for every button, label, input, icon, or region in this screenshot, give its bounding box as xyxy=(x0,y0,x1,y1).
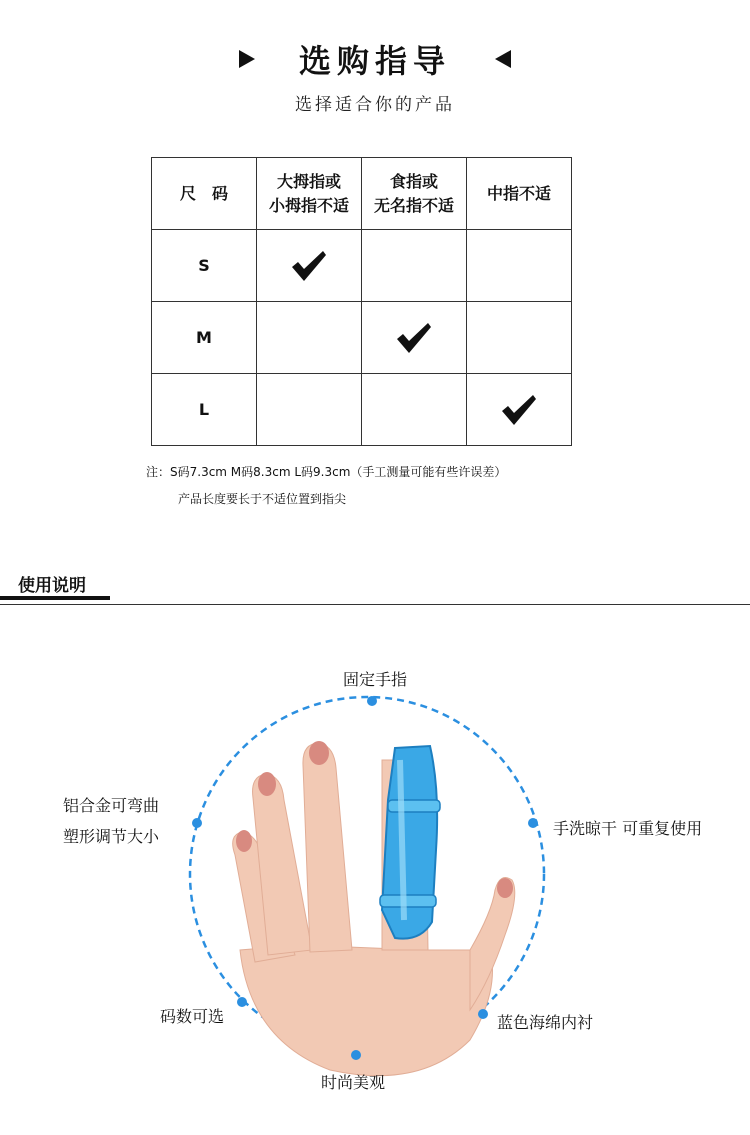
header-index-ring: 食指或 无名指不适 xyxy=(362,158,467,230)
table-cell xyxy=(362,374,467,446)
triangle-right-icon xyxy=(239,50,255,68)
table-cell xyxy=(257,374,362,446)
feature-stylish: 时尚美观 xyxy=(321,1073,386,1092)
table-row xyxy=(152,302,572,374)
check-icon xyxy=(395,321,433,355)
dot-bottom-right xyxy=(478,1009,488,1019)
size-table xyxy=(151,157,572,446)
feature-aluminum-line2: 塑形调节大小 xyxy=(63,827,160,846)
check-icon xyxy=(500,393,538,427)
table-header-row xyxy=(152,158,572,230)
heading-underline xyxy=(0,596,110,600)
table-row xyxy=(152,230,572,302)
triangle-left-icon xyxy=(495,50,511,68)
dot-right xyxy=(528,818,538,828)
table-cell xyxy=(362,302,467,374)
feature-washable: 手洗晾干 可重复使用 xyxy=(553,819,703,838)
section-divider xyxy=(0,604,750,605)
header-middle: 中指不适 xyxy=(467,158,572,230)
usage-heading: 使用说明 xyxy=(18,576,86,596)
size-note: 注：S码7.3cm M码8.3cm L码9.3cm（手工测量可能有些许误差） xyxy=(146,465,507,479)
dot-bottom-left xyxy=(237,997,247,1007)
table-cell xyxy=(257,302,362,374)
hand-image xyxy=(233,743,515,1076)
length-note: 产品长度要长于不适位置到指尖 xyxy=(178,492,347,506)
header-thumb-pinky: 大拇指或 小拇指不适 xyxy=(257,158,362,230)
size-label: M xyxy=(152,302,257,374)
table-cell xyxy=(257,230,362,302)
dot-bottom xyxy=(351,1050,361,1060)
dot-left xyxy=(192,818,202,828)
hand-splint-illustration xyxy=(0,650,750,1120)
table-cell xyxy=(362,230,467,302)
size-label: S xyxy=(152,230,257,302)
guide-title-row xyxy=(0,36,750,82)
usage-diagram xyxy=(0,650,750,1120)
table-cell xyxy=(467,230,572,302)
size-label: L xyxy=(152,374,257,446)
feature-aluminum-line1: 铝合金可弯曲 xyxy=(63,796,160,815)
header-size: 尺 码 xyxy=(152,158,257,230)
dot-top xyxy=(367,696,377,706)
table-cell xyxy=(467,374,572,446)
check-icon xyxy=(290,249,328,283)
feature-sizes: 码数可选 xyxy=(160,1007,225,1026)
guide-title: 选购指导 xyxy=(298,42,451,80)
table-row xyxy=(152,374,572,446)
feature-sponge-lining: 蓝色海绵内衬 xyxy=(497,1013,594,1032)
feature-fix-finger: 固定手指 xyxy=(343,670,408,689)
guide-subtitle: 选择适合你的产品 xyxy=(295,95,455,115)
table-cell xyxy=(467,302,572,374)
